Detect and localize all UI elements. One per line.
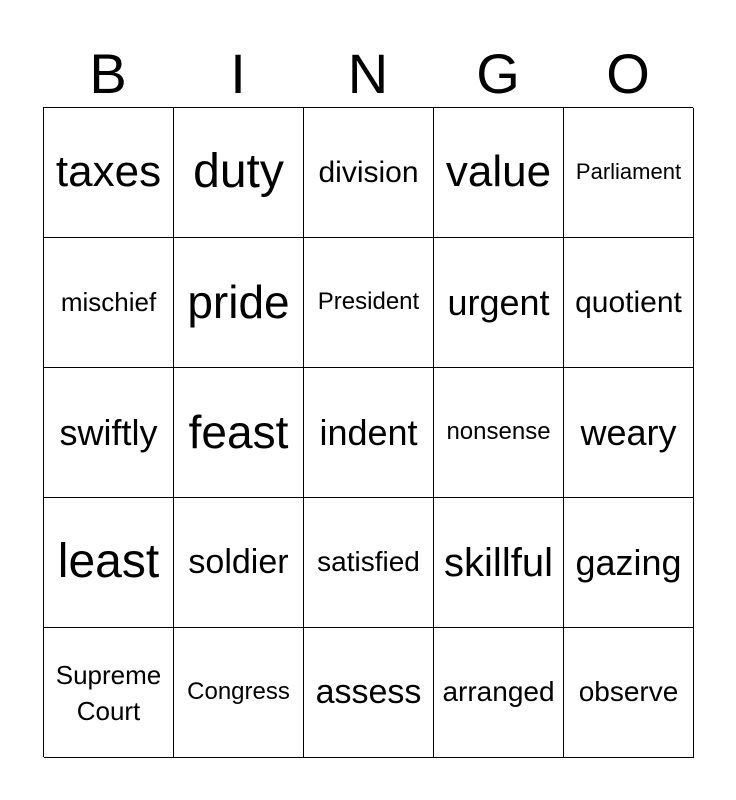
- bingo-cell[interactable]: least: [44, 498, 174, 628]
- bingo-cell[interactable]: soldier: [174, 498, 304, 628]
- bingo-cell[interactable]: pride: [174, 238, 304, 368]
- bingo-cell[interactable]: quotient: [564, 238, 694, 368]
- bingo-cell[interactable]: indent: [304, 368, 434, 498]
- header-letter-o: O: [606, 42, 650, 105]
- bingo-cell[interactable]: assess: [304, 628, 434, 758]
- bingo-cell[interactable]: urgent: [434, 238, 564, 368]
- header-letter-b: B: [89, 42, 127, 105]
- bingo-board: [43, 107, 693, 757]
- bingo-cell[interactable]: satisfied: [304, 498, 434, 628]
- bingo-cell[interactable]: Supreme Court: [44, 628, 174, 758]
- bingo-cell[interactable]: skillful: [434, 498, 564, 628]
- header-letter-i: I: [230, 42, 246, 105]
- bingo-cell[interactable]: Parliament: [564, 108, 694, 238]
- bingo-cell[interactable]: division: [304, 108, 434, 238]
- bingo-cell[interactable]: weary: [564, 368, 694, 498]
- bingo-cell[interactable]: swiftly: [44, 368, 174, 498]
- bingo-cell[interactable]: Congress: [174, 628, 304, 758]
- header-letter-n: N: [347, 42, 389, 105]
- bingo-header: [43, 40, 693, 108]
- bingo-cell[interactable]: gazing: [564, 498, 694, 628]
- header-letter-g: G: [476, 42, 520, 105]
- bingo-cell[interactable]: value: [434, 108, 564, 238]
- bingo-cell[interactable]: President: [304, 238, 434, 368]
- bingo-cell[interactable]: feast: [174, 368, 304, 498]
- bingo-cell[interactable]: mischief: [44, 238, 174, 368]
- bingo-cell[interactable]: arranged: [434, 628, 564, 758]
- bingo-cell[interactable]: taxes: [44, 108, 174, 238]
- bingo-cell[interactable]: duty: [174, 108, 304, 238]
- bingo-cell[interactable]: nonsense: [434, 368, 564, 498]
- bingo-cell[interactable]: observe: [564, 628, 694, 758]
